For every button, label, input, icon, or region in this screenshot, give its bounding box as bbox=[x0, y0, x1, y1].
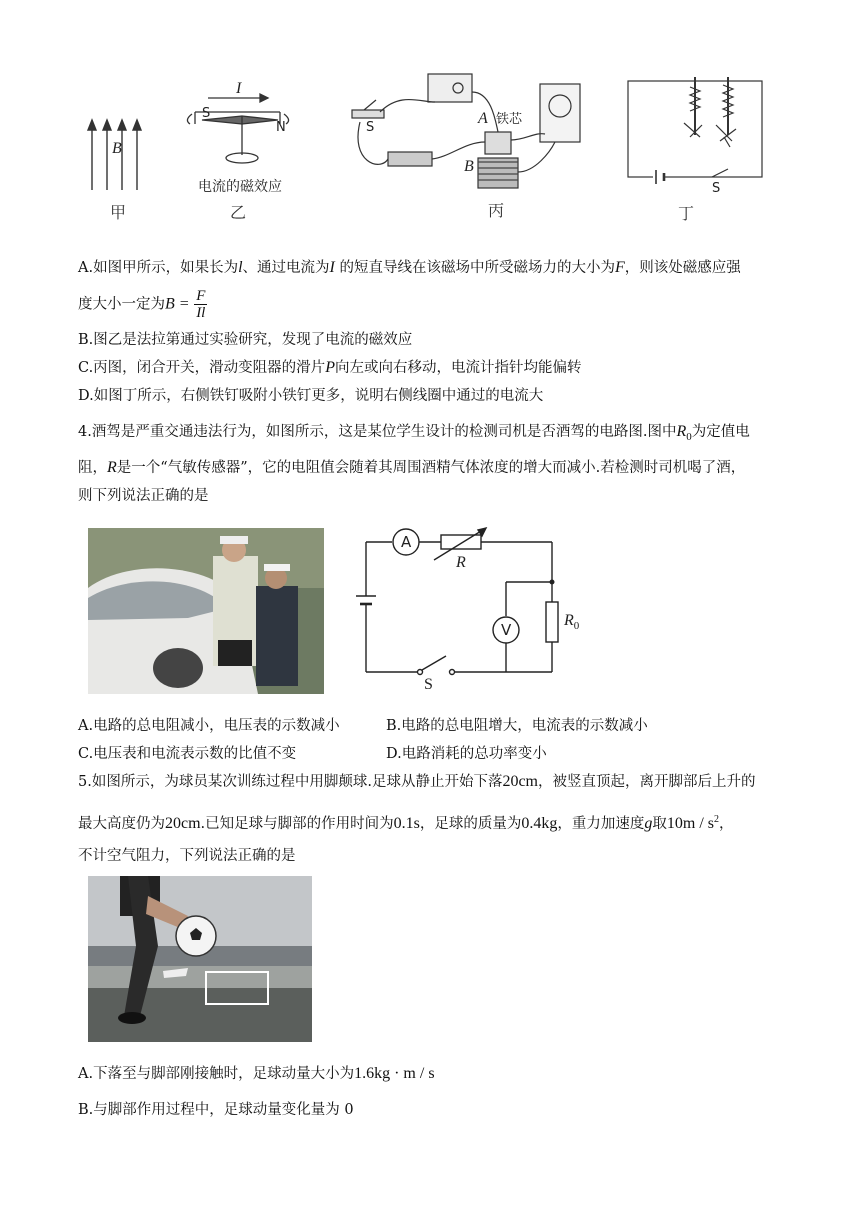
label-s: S bbox=[712, 181, 721, 196]
fixed-resistor-label: $R_0$ bbox=[564, 612, 580, 633]
q3-option-a-line2: 度大小一定为B = $\frac{F}{Il}$ bbox=[78, 288, 206, 321]
q4-stem-line3: 则下列说法正确的是 bbox=[78, 488, 209, 504]
subtitle-magnetic-effect: 电流的磁效应 bbox=[198, 179, 282, 195]
q3-option-d: D.如图丁所示，右侧铁钉吸附小铁钉更多，说明右侧线圈中通过的电流大 bbox=[78, 388, 544, 404]
football-juggling-photo bbox=[88, 876, 312, 1042]
q4-option-a: A.电路的总电阻减小，电压表的示数减小 bbox=[78, 718, 340, 734]
q4-circuit-diagram bbox=[346, 524, 586, 700]
caption-jia: 甲 bbox=[110, 203, 127, 222]
police-photo-illustration bbox=[88, 528, 324, 694]
q5-option-a: A.下落至与脚部刚接触时，足球动量大小为1.6kg · m / s bbox=[78, 1065, 435, 1082]
induction-circuit bbox=[340, 62, 590, 202]
label-i: I bbox=[236, 80, 242, 97]
q4-stem-line2: 阻，R是一个“气敏传感器”，它的电阻值会随着其周围酒精气体浓度的增大而减小.若检测时司机喝了酒， bbox=[78, 459, 746, 476]
label-a: A bbox=[478, 110, 488, 127]
figure-jia bbox=[80, 110, 150, 220]
caption-bing: 丙 bbox=[488, 201, 505, 220]
caption-ding: 丁 bbox=[678, 204, 695, 223]
breathalyzer-circuit bbox=[346, 524, 586, 700]
label-iron-core: 铁芯 bbox=[496, 112, 523, 127]
label-s: S bbox=[366, 120, 375, 135]
q3-option-b: B.图乙是法拉第通过实验研究，发现了电流的磁效应 bbox=[78, 332, 413, 348]
q4-option-b: B.电路的总电阻增大，电流表的示数减小 bbox=[386, 718, 648, 734]
label-s: S bbox=[202, 106, 211, 121]
ammeter-label: A bbox=[401, 533, 412, 551]
figure-bing bbox=[340, 62, 590, 222]
q5-option-b: B.与脚部作用过程中，足球动量变化量为 0 bbox=[78, 1102, 354, 1118]
label-n: N bbox=[276, 120, 286, 135]
formula-fraction: $\frac{F}{Il}$ bbox=[196, 288, 206, 321]
label-b: B bbox=[464, 158, 474, 175]
voltmeter-label: V bbox=[501, 621, 512, 639]
q3-option-a-line1: A.如图甲所示，如果长为l、通过电流为I 的短直导线在该磁场中所受磁场力的大小为F，则该处磁感应强 bbox=[78, 259, 741, 276]
q5-stem-line1: 5.如图所示，为球员某次训练过程中用脚颠球.足球从静止开始下落20cm，被竖直顶起，离开脚部后上升的 bbox=[78, 773, 756, 790]
q4-stem-line1: 4.酒驾是严重交通违法行为，如图所示，这是某位学生设计的检测司机是否酒驾的电路图.图中$R_0$为定值电 bbox=[78, 423, 750, 443]
football-photo-illustration bbox=[88, 876, 312, 1042]
figure-ding bbox=[620, 75, 770, 225]
q4-option-d: D.电路消耗的总功率变小 bbox=[386, 746, 547, 762]
q4-option-c: C.电压表和电流表示数的比值不变 bbox=[78, 746, 297, 762]
figure-yi bbox=[180, 80, 300, 220]
sensor-resistor-label: R bbox=[456, 554, 466, 571]
switch-label: S bbox=[424, 676, 433, 693]
caption-yi: 乙 bbox=[230, 203, 247, 222]
q5-stem-line3: 不计空气阻力，下列说法正确的是 bbox=[78, 848, 296, 864]
police-breath-test-photo bbox=[88, 528, 324, 694]
q3-option-c: C.丙图，闭合开关，滑动变阻器的滑片P向左或向右移动，电流计指针均能偏转 bbox=[78, 359, 582, 376]
label-b: B bbox=[112, 140, 122, 157]
q5-stem-line2: 最大高度仍为20cm.已知足球与脚部的作用时间为0.1s，足球的质量为0.4kg，重力加速度g取$10m / s^2$， bbox=[78, 814, 734, 832]
electromagnet-circuit bbox=[620, 75, 770, 195]
